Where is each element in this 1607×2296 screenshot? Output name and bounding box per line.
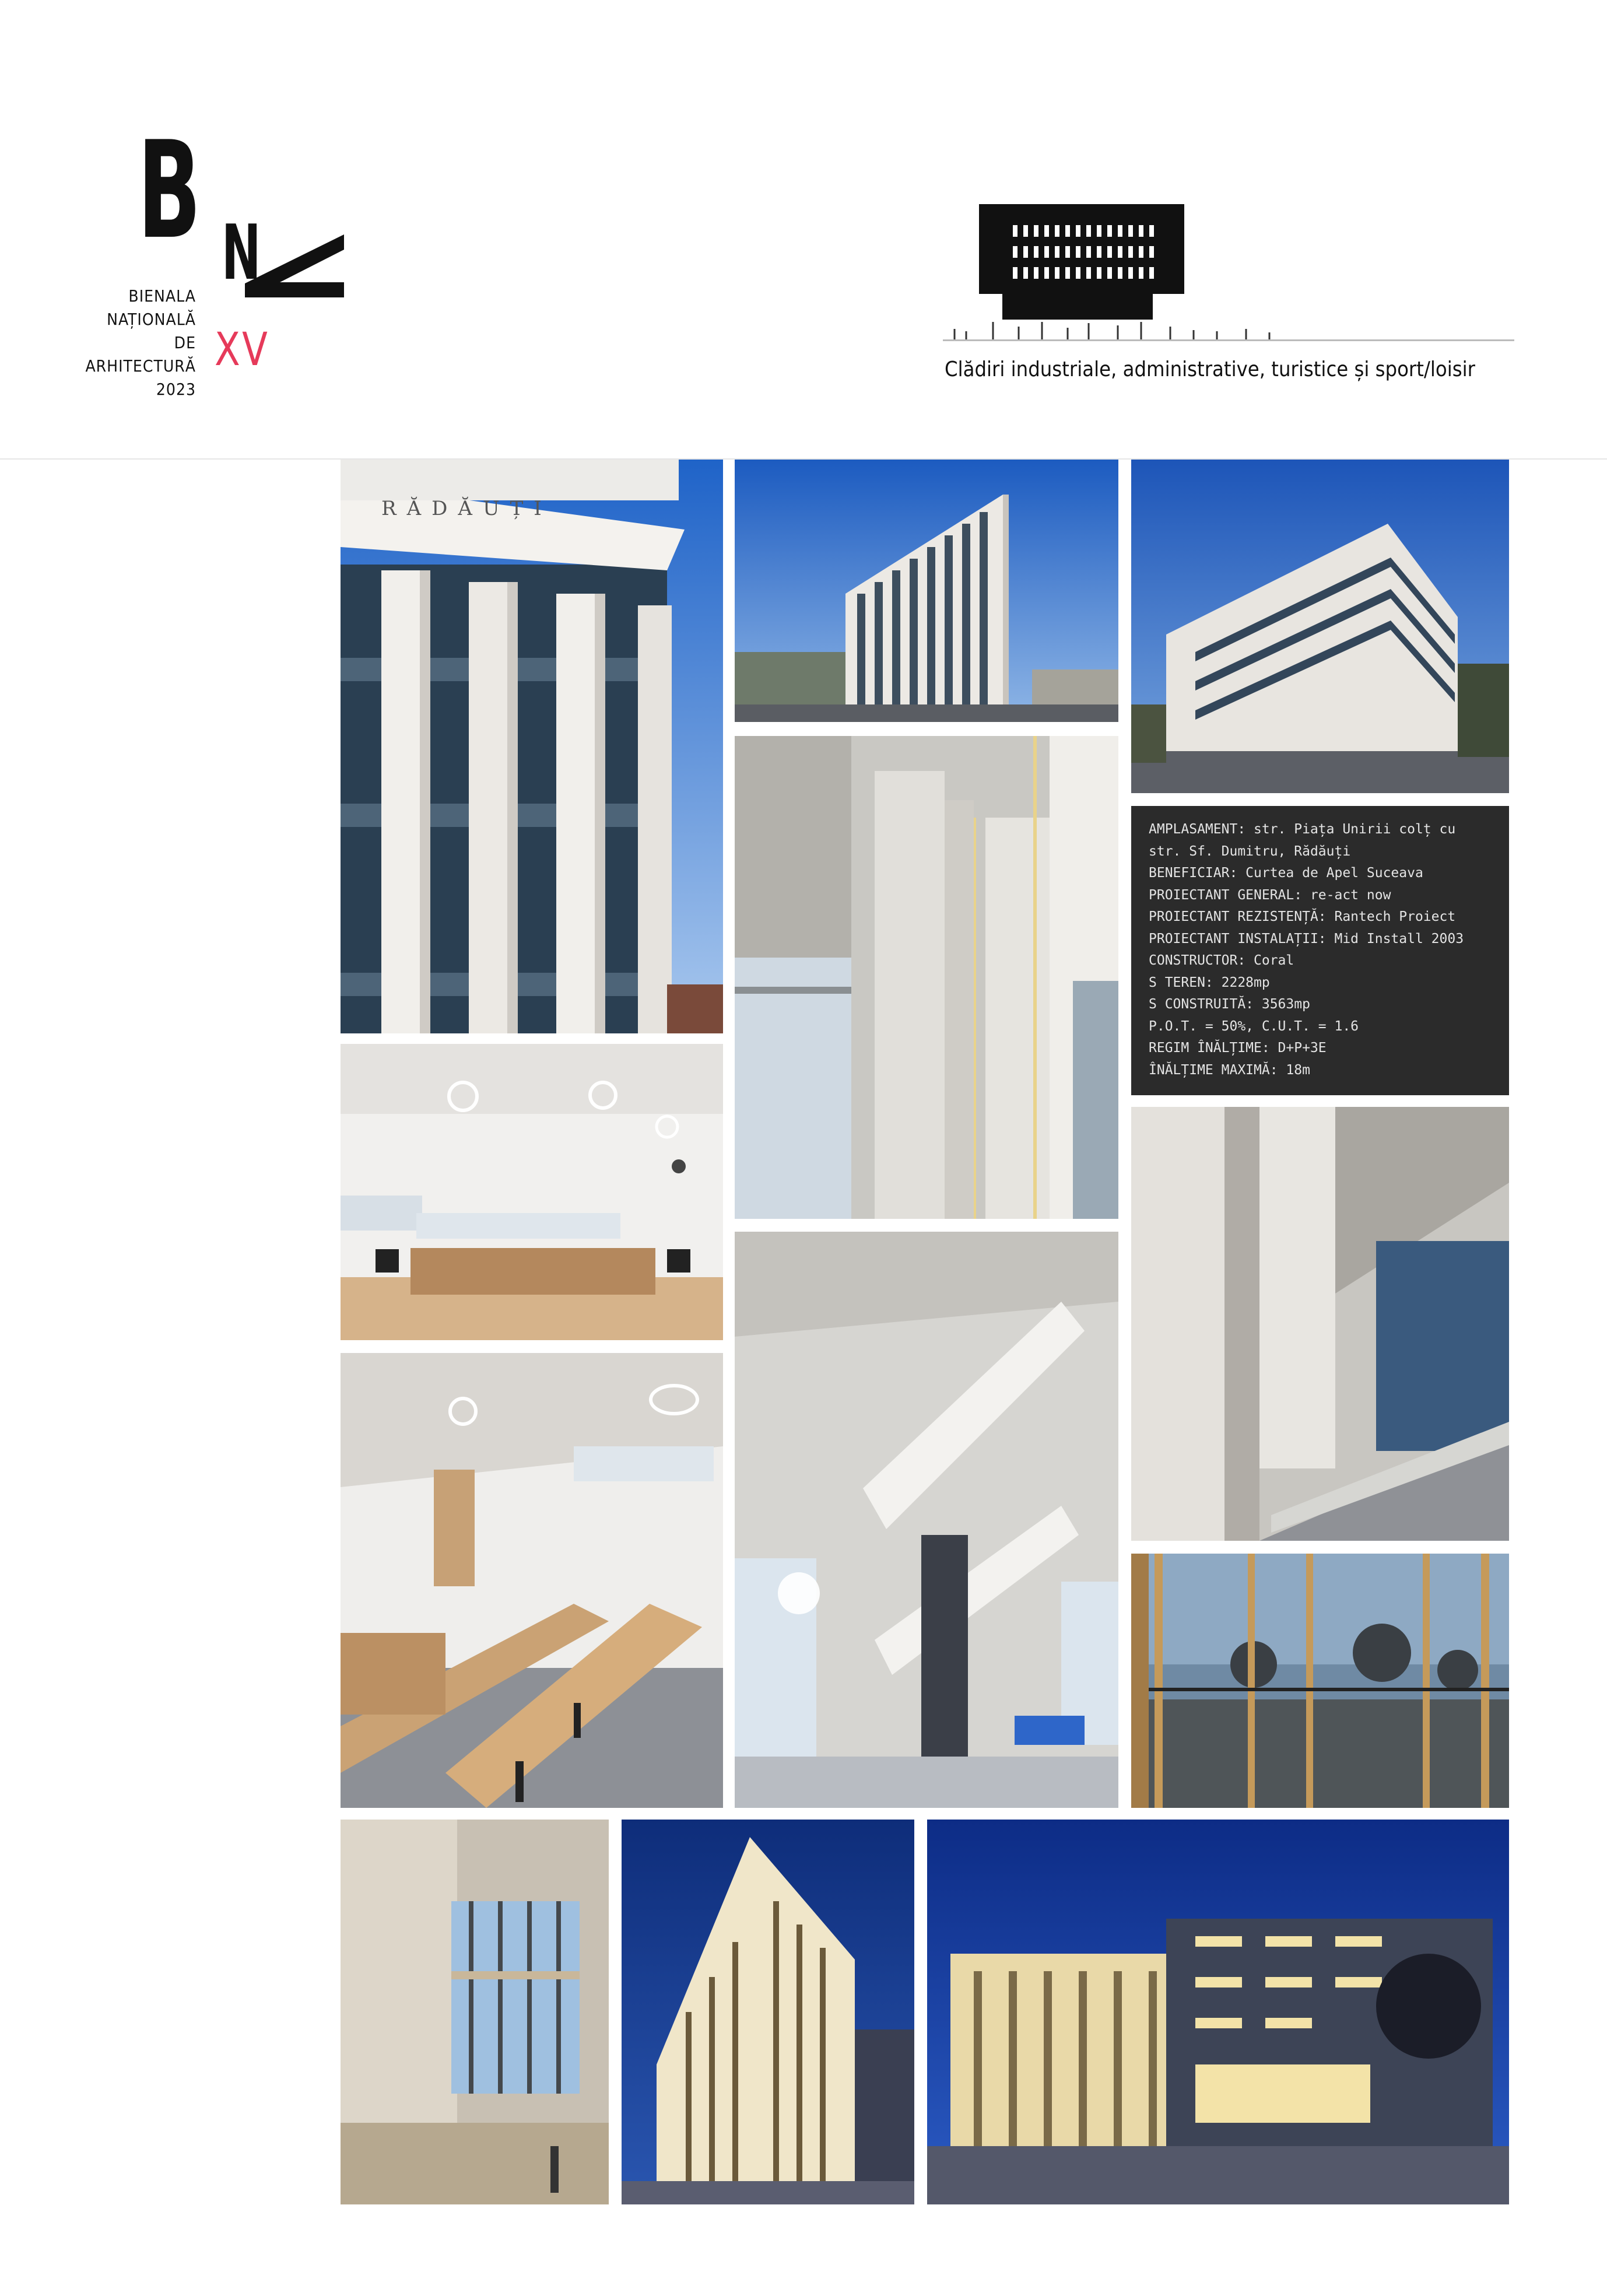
info-line: CONSTRUCTOR: Coral bbox=[1149, 953, 1294, 968]
logo-letter-a-icon bbox=[245, 232, 344, 297]
photo-staircase bbox=[735, 1232, 1118, 1808]
facade-inscription: RĂDĂUȚI bbox=[381, 497, 552, 520]
photo-interior-atrium-pillars bbox=[735, 736, 1118, 1219]
logo-edition: XV bbox=[215, 324, 270, 376]
category-title: Clădiri industriale, administrative, turistice și sport/loisir bbox=[945, 357, 1475, 381]
photo-glazed-lobby bbox=[1131, 1554, 1509, 1808]
logo-letter-n: N bbox=[222, 208, 261, 297]
logo-line: BIENALA bbox=[128, 286, 196, 306]
project-info-panel bbox=[1131, 806, 1509, 1095]
photo-night-exterior-corner bbox=[622, 1820, 914, 2204]
building-elevation-icon bbox=[943, 202, 1514, 342]
info-line: PROIECTANT REZISTENȚĂ: Rantech Proiect bbox=[1149, 909, 1456, 924]
info-line: PROIECTANT INSTALAȚII: Mid Install 2003 bbox=[1149, 931, 1464, 947]
photo-courtroom bbox=[341, 1044, 723, 1340]
info-line: P.O.T. = 50%, C.U.T. = 1.6 bbox=[1149, 1018, 1359, 1034]
photo-courtroom-benches bbox=[341, 1353, 723, 1808]
elevation-ground-line bbox=[943, 339, 1514, 341]
logo-line: ARHITECTURĂ bbox=[85, 356, 196, 376]
info-line: S CONSTRUITĂ: 3563mp bbox=[1149, 997, 1310, 1012]
info-line: BENEFICIAR: Curtea de Apel Suceava bbox=[1149, 865, 1423, 881]
logo-letter-b: B bbox=[138, 113, 201, 269]
info-line: S TEREN: 2228mp bbox=[1149, 975, 1270, 990]
photo-exterior-long-facade bbox=[1131, 460, 1509, 793]
logo-line: NAȚIONALĂ bbox=[107, 310, 196, 329]
photo-night-elevation bbox=[927, 1820, 1509, 2204]
info-line: ÎNĂLȚIME MAXIMĂ: 18m bbox=[1149, 1062, 1310, 1078]
logo-wordmark bbox=[85, 285, 196, 401]
photo-exterior-corner bbox=[735, 460, 1118, 722]
photo-double-height-hall bbox=[341, 1820, 609, 2204]
info-line: str. Sf. Dumitru, Rădăuți bbox=[1149, 843, 1351, 859]
info-line: PROIECTANT GENERAL: re-act now bbox=[1149, 887, 1391, 903]
logo-line: DE bbox=[174, 333, 196, 352]
info-line: AMPLASAMENT: str. Piața Unirii colț cu bbox=[1149, 822, 1456, 837]
photo-entrance-steps bbox=[1131, 1107, 1509, 1541]
info-line: REGIM ÎNĂLȚIME: D+P+3E bbox=[1149, 1040, 1327, 1056]
photo-facade-columns bbox=[341, 460, 723, 1033]
logo-line: 2023 bbox=[156, 380, 196, 399]
